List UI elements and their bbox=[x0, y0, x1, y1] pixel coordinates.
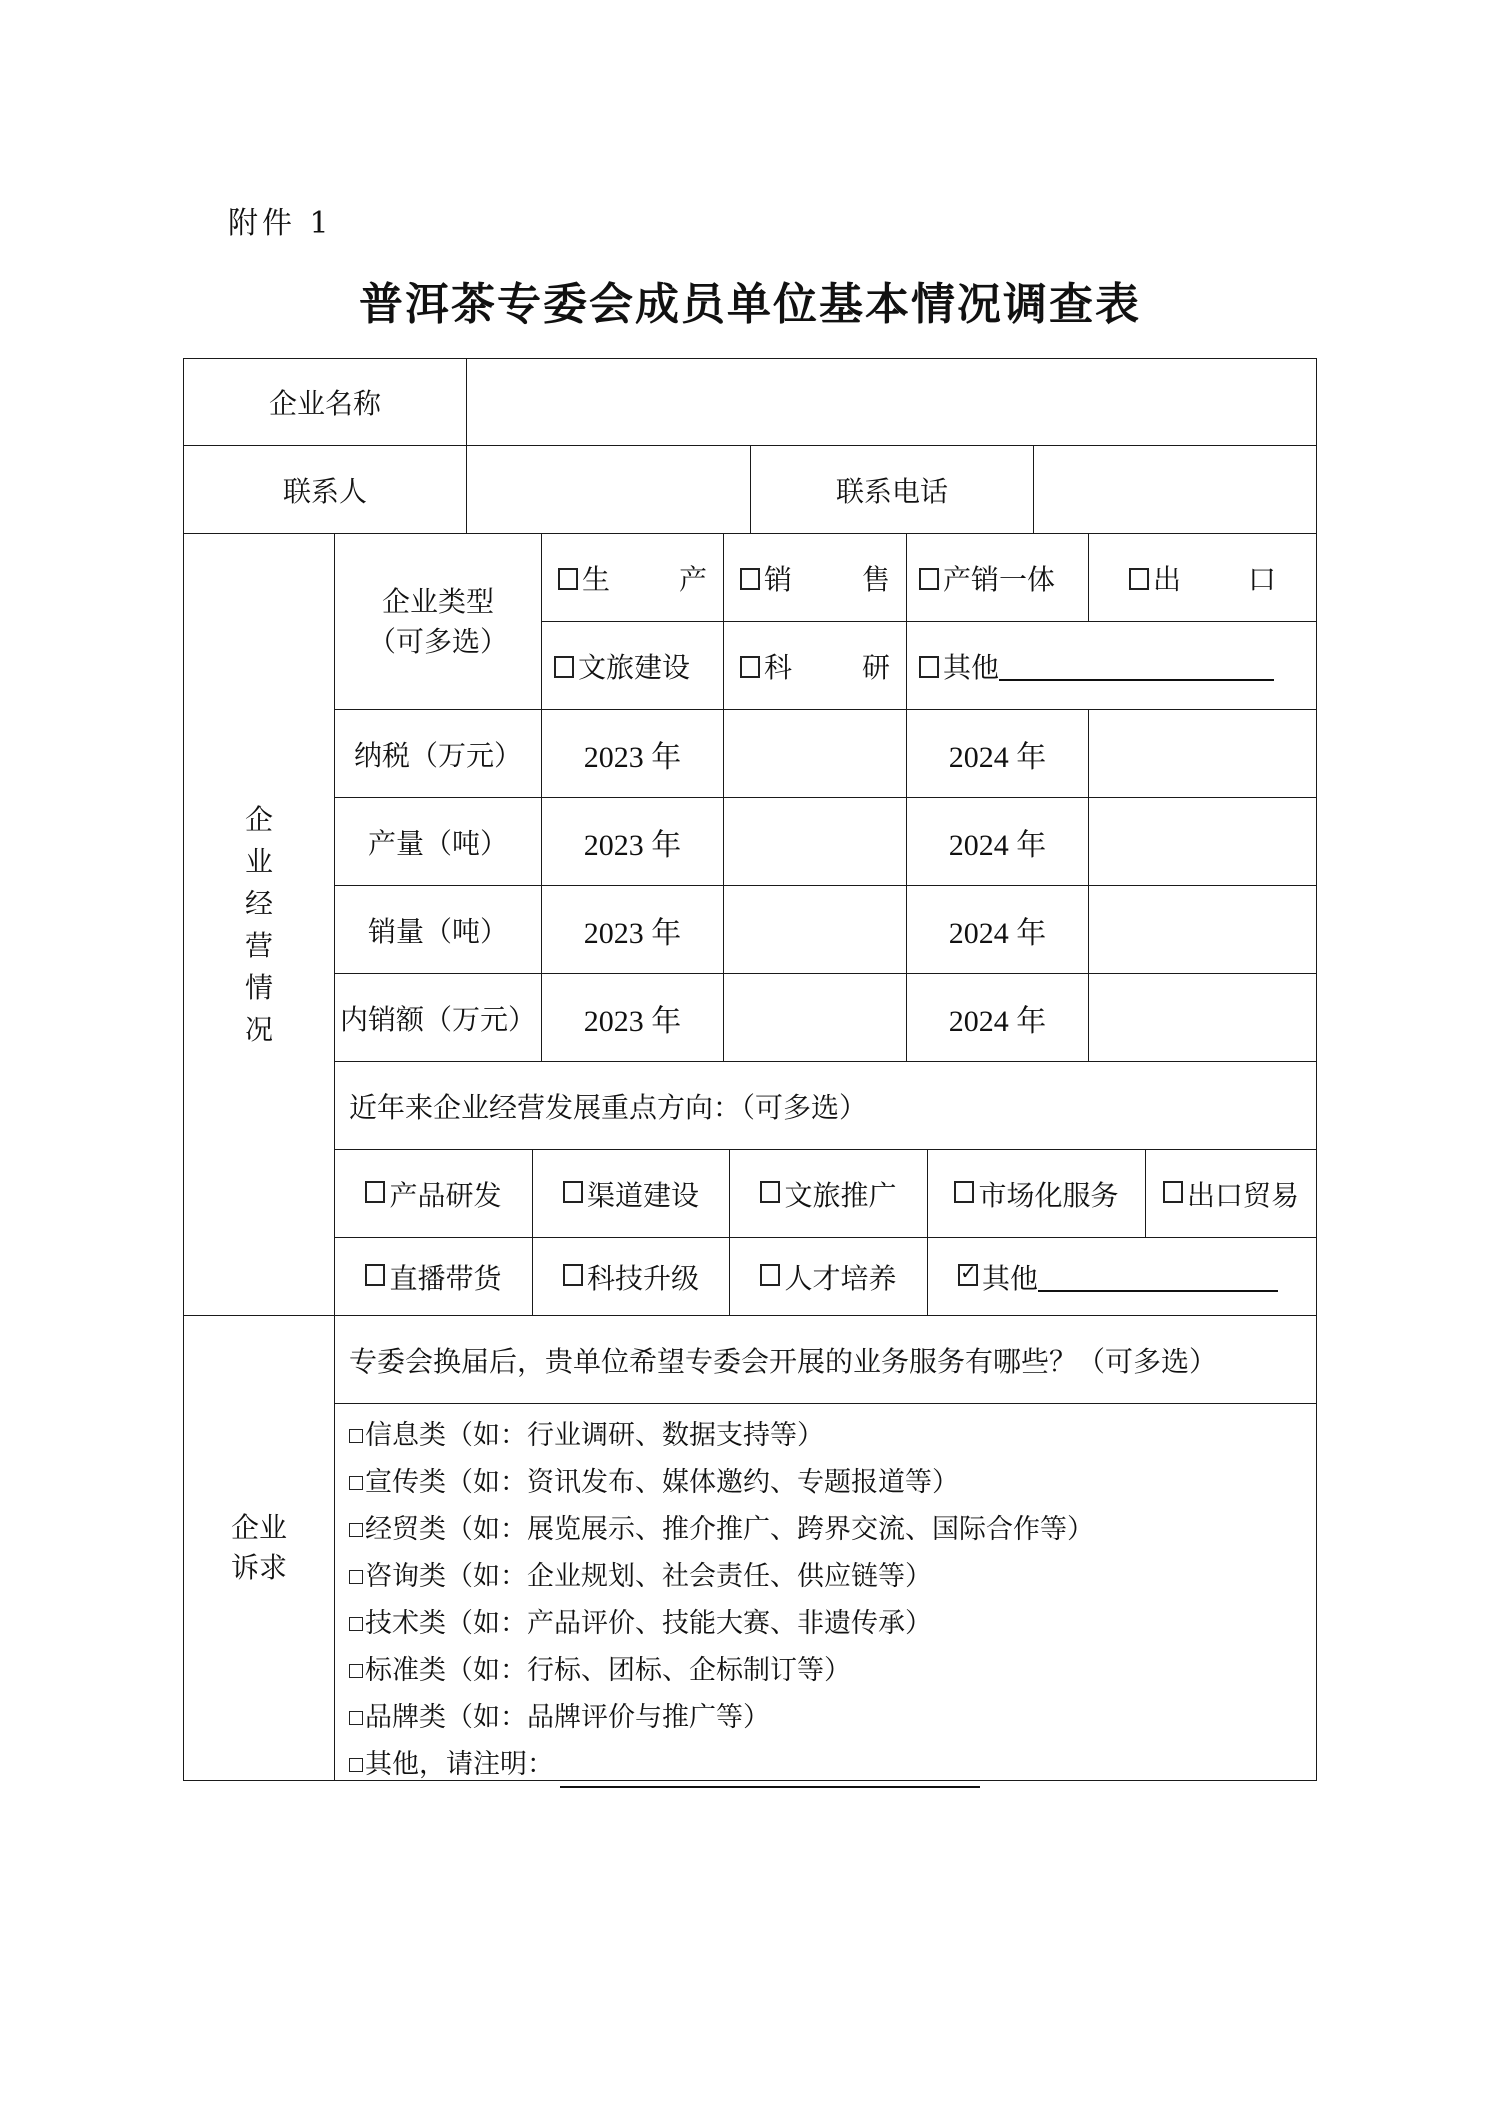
demand-option[interactable] bbox=[349, 1741, 980, 1788]
metric-value-2023-field[interactable] bbox=[723, 709, 907, 798]
focus-question bbox=[334, 1061, 1317, 1150]
company-type-option-research[interactable] bbox=[723, 621, 907, 710]
demands-label-line: 诉求 bbox=[230, 1551, 287, 1584]
metric-year-2024-text: 2024 年 bbox=[948, 828, 1047, 862]
focus-option-text: 其他 bbox=[982, 1261, 1039, 1295]
focus-option-text: 出口贸易 bbox=[1186, 1178, 1299, 1212]
checkbox-icon[interactable] bbox=[1163, 1181, 1183, 1203]
operations-section-label bbox=[183, 533, 335, 1316]
contact-field[interactable] bbox=[466, 445, 751, 534]
focus-option-text: 产品研发 bbox=[389, 1178, 502, 1212]
focus-option-text: 文旅推广 bbox=[784, 1178, 897, 1212]
checkbox-icon[interactable] bbox=[740, 656, 760, 678]
other-blank-line[interactable] bbox=[560, 1758, 980, 1788]
checkbox-icon[interactable] bbox=[954, 1181, 974, 1203]
metric-year-2024-text: 2024 年 bbox=[948, 1004, 1047, 1038]
metric-value-2024-field[interactable] bbox=[1088, 797, 1317, 886]
option-text: 文旅建设 bbox=[578, 650, 691, 684]
metric-year-2023-text: 2023 年 bbox=[583, 916, 682, 950]
checkbox-icon[interactable] bbox=[760, 1181, 780, 1203]
metric-label bbox=[334, 709, 542, 798]
operations-label-char: 情 bbox=[244, 970, 273, 1004]
demands-label-line: 企业 bbox=[230, 1511, 287, 1544]
focus-option[interactable] bbox=[532, 1237, 730, 1316]
metric-value-2024-field[interactable] bbox=[1088, 885, 1317, 974]
focus-option[interactable] bbox=[334, 1237, 533, 1316]
focus-option[interactable] bbox=[927, 1237, 1317, 1316]
demand-option[interactable] bbox=[349, 1647, 851, 1694]
metric-year-2024 bbox=[906, 973, 1089, 1062]
phone-field[interactable] bbox=[1033, 445, 1317, 534]
option-text: 出 bbox=[1153, 562, 1182, 596]
metric-label bbox=[334, 885, 542, 974]
metric-label bbox=[334, 797, 542, 886]
checkbox-icon[interactable] bbox=[349, 1758, 363, 1772]
demand-option[interactable] bbox=[349, 1553, 932, 1600]
operations-label-char: 营 bbox=[244, 928, 273, 962]
demand-option[interactable] bbox=[349, 1694, 770, 1741]
operations-label-char: 况 bbox=[244, 1012, 273, 1046]
option-text: 研 bbox=[861, 650, 890, 684]
metric-label-text: 内销额（万元） bbox=[339, 1002, 536, 1036]
metric-year-2024-text: 2024 年 bbox=[948, 740, 1047, 774]
focus-option-text: 直播带货 bbox=[389, 1261, 502, 1295]
metric-year-2023-text: 2023 年 bbox=[583, 1004, 682, 1038]
company-type-note: （可多选） bbox=[367, 624, 508, 658]
option-text: 售 bbox=[861, 562, 890, 596]
operations-label-char: 经 bbox=[244, 886, 273, 920]
metric-year-2024-text: 2024 年 bbox=[948, 916, 1047, 950]
option-text: 产 bbox=[678, 562, 707, 596]
demands-question-text: 专委会换届后，贵单位希望专委会开展的业务服务有哪些？（可多选） bbox=[349, 1344, 1218, 1378]
metric-year-2023-text: 2023 年 bbox=[583, 740, 682, 774]
focus-option-text: 渠道建设 bbox=[586, 1178, 699, 1212]
focus-option[interactable] bbox=[729, 1149, 928, 1238]
metric-value-2024-field[interactable] bbox=[1088, 709, 1317, 798]
other-blank-line[interactable] bbox=[1038, 1262, 1278, 1292]
demand-option-text: 其他，请注明： bbox=[365, 1749, 554, 1780]
company-name-label bbox=[183, 358, 467, 446]
metric-year-2024 bbox=[906, 709, 1089, 798]
focus-option[interactable] bbox=[1145, 1149, 1317, 1238]
demand-option[interactable] bbox=[349, 1600, 932, 1647]
operations-label-char: 业 bbox=[244, 844, 273, 878]
focus-option-text: 科技升级 bbox=[586, 1261, 699, 1295]
demand-option-text: 咨询类（如：企业规划、社会责任、供应链等） bbox=[365, 1561, 932, 1592]
page-title: 普洱茶专委会成员单位基本情况调查表 bbox=[359, 279, 1141, 330]
metric-label-text: 纳税（万元） bbox=[353, 738, 522, 772]
company-name-field[interactable] bbox=[466, 358, 1317, 446]
checkbox-icon[interactable] bbox=[349, 1664, 363, 1678]
demand-option[interactable] bbox=[349, 1506, 1094, 1553]
checkbox-icon[interactable] bbox=[760, 1264, 780, 1286]
company-type-option-production[interactable] bbox=[541, 533, 724, 622]
checkbox-icon[interactable] bbox=[349, 1570, 363, 1584]
checkbox-icon[interactable] bbox=[349, 1711, 363, 1725]
company-name-label-text: 企业名称 bbox=[268, 387, 381, 420]
checkbox-icon[interactable] bbox=[563, 1181, 583, 1203]
checkbox-icon[interactable] bbox=[740, 568, 760, 590]
demand-option-text: 品牌类（如：品牌评价与推广等） bbox=[365, 1702, 770, 1733]
checkbox-icon[interactable] bbox=[349, 1617, 363, 1631]
option-text: 口 bbox=[1247, 562, 1276, 596]
phone-label bbox=[750, 445, 1034, 534]
metric-value-2023-field[interactable] bbox=[723, 797, 907, 886]
demand-option-text: 信息类（如：行业调研、数据支持等） bbox=[365, 1420, 824, 1451]
metric-value-2024-field[interactable] bbox=[1088, 973, 1317, 1062]
company-type-option-other[interactable] bbox=[906, 621, 1317, 710]
focus-option[interactable] bbox=[729, 1237, 928, 1316]
metric-year-2023 bbox=[541, 709, 724, 798]
contact-label-text: 联系人 bbox=[282, 474, 367, 508]
checkbox-icon[interactable] bbox=[919, 568, 939, 590]
company-type-label-text: 企业类型 bbox=[381, 584, 494, 618]
company-type-option-export[interactable] bbox=[1088, 533, 1317, 622]
company-type-label bbox=[334, 533, 542, 710]
metric-value-2023-field[interactable] bbox=[723, 973, 907, 1062]
metric-year-2023 bbox=[541, 973, 724, 1062]
checkbox-icon[interactable] bbox=[349, 1476, 363, 1490]
company-type-option-sales[interactable] bbox=[723, 533, 907, 622]
demand-option-text: 经贸类（如：展览展示、推介推广、跨界交流、国际合作等） bbox=[365, 1514, 1094, 1545]
demands-options-list bbox=[334, 1403, 1317, 1781]
checkbox-icon[interactable] bbox=[1129, 568, 1149, 590]
option-text: 销 bbox=[764, 562, 793, 596]
checkbox-icon[interactable] bbox=[554, 656, 574, 678]
focus-question-text: 近年来企业经营发展重点方向：（可多选） bbox=[349, 1090, 868, 1124]
option-text: 其他 bbox=[943, 650, 1000, 684]
demand-option-text: 技术类（如：产品评价、技能大赛、非遗传承） bbox=[365, 1608, 932, 1639]
demand-option-text: 标准类（如：行标、团标、企标制订等） bbox=[365, 1655, 851, 1686]
focus-option[interactable] bbox=[927, 1149, 1146, 1238]
metric-label-text: 产量（吨） bbox=[367, 826, 508, 860]
focus-option-text: 市场化服务 bbox=[978, 1178, 1119, 1212]
metric-year-2023 bbox=[541, 885, 724, 974]
demand-option[interactable] bbox=[349, 1412, 824, 1459]
metric-year-2023 bbox=[541, 797, 724, 886]
checkbox-icon[interactable] bbox=[365, 1181, 385, 1203]
metric-label bbox=[334, 973, 542, 1062]
checkbox-icon[interactable] bbox=[349, 1523, 363, 1537]
checkbox-icon[interactable] bbox=[349, 1429, 363, 1443]
focus-option[interactable] bbox=[334, 1149, 533, 1238]
demands-section-label bbox=[183, 1315, 335, 1781]
metric-value-2023-field[interactable] bbox=[723, 885, 907, 974]
metric-year-2024 bbox=[906, 885, 1089, 974]
phone-label-text: 联系电话 bbox=[835, 474, 948, 508]
checkbox-icon[interactable] bbox=[919, 656, 939, 678]
demand-option-text: 宣传类（如：资讯发布、媒体邀约、专题报道等） bbox=[365, 1467, 959, 1498]
company-type-option-cultural-tourism[interactable] bbox=[541, 621, 724, 710]
metric-year-2023-text: 2023 年 bbox=[583, 828, 682, 862]
focus-option[interactable] bbox=[532, 1149, 730, 1238]
operations-label-char: 企 bbox=[244, 802, 273, 836]
checkbox-icon[interactable] bbox=[563, 1264, 583, 1286]
demand-option[interactable] bbox=[349, 1459, 959, 1506]
checkbox-icon[interactable] bbox=[558, 568, 578, 590]
option-text: 生 bbox=[582, 562, 611, 596]
metric-label-text: 销量（吨） bbox=[367, 914, 508, 948]
checkbox-checked-icon[interactable] bbox=[958, 1264, 978, 1286]
contact-label bbox=[183, 445, 467, 534]
option-text: 产销一体 bbox=[943, 562, 1056, 596]
option-text: 科 bbox=[764, 650, 793, 684]
focus-option-text: 人才培养 bbox=[784, 1261, 897, 1295]
metric-year-2024 bbox=[906, 797, 1089, 886]
demands-question bbox=[334, 1315, 1317, 1404]
attachment-label: 附件 1 bbox=[228, 206, 333, 241]
company-type-option-integrated[interactable] bbox=[906, 533, 1089, 622]
other-blank-line[interactable] bbox=[999, 651, 1274, 681]
checkbox-icon[interactable] bbox=[365, 1264, 385, 1286]
